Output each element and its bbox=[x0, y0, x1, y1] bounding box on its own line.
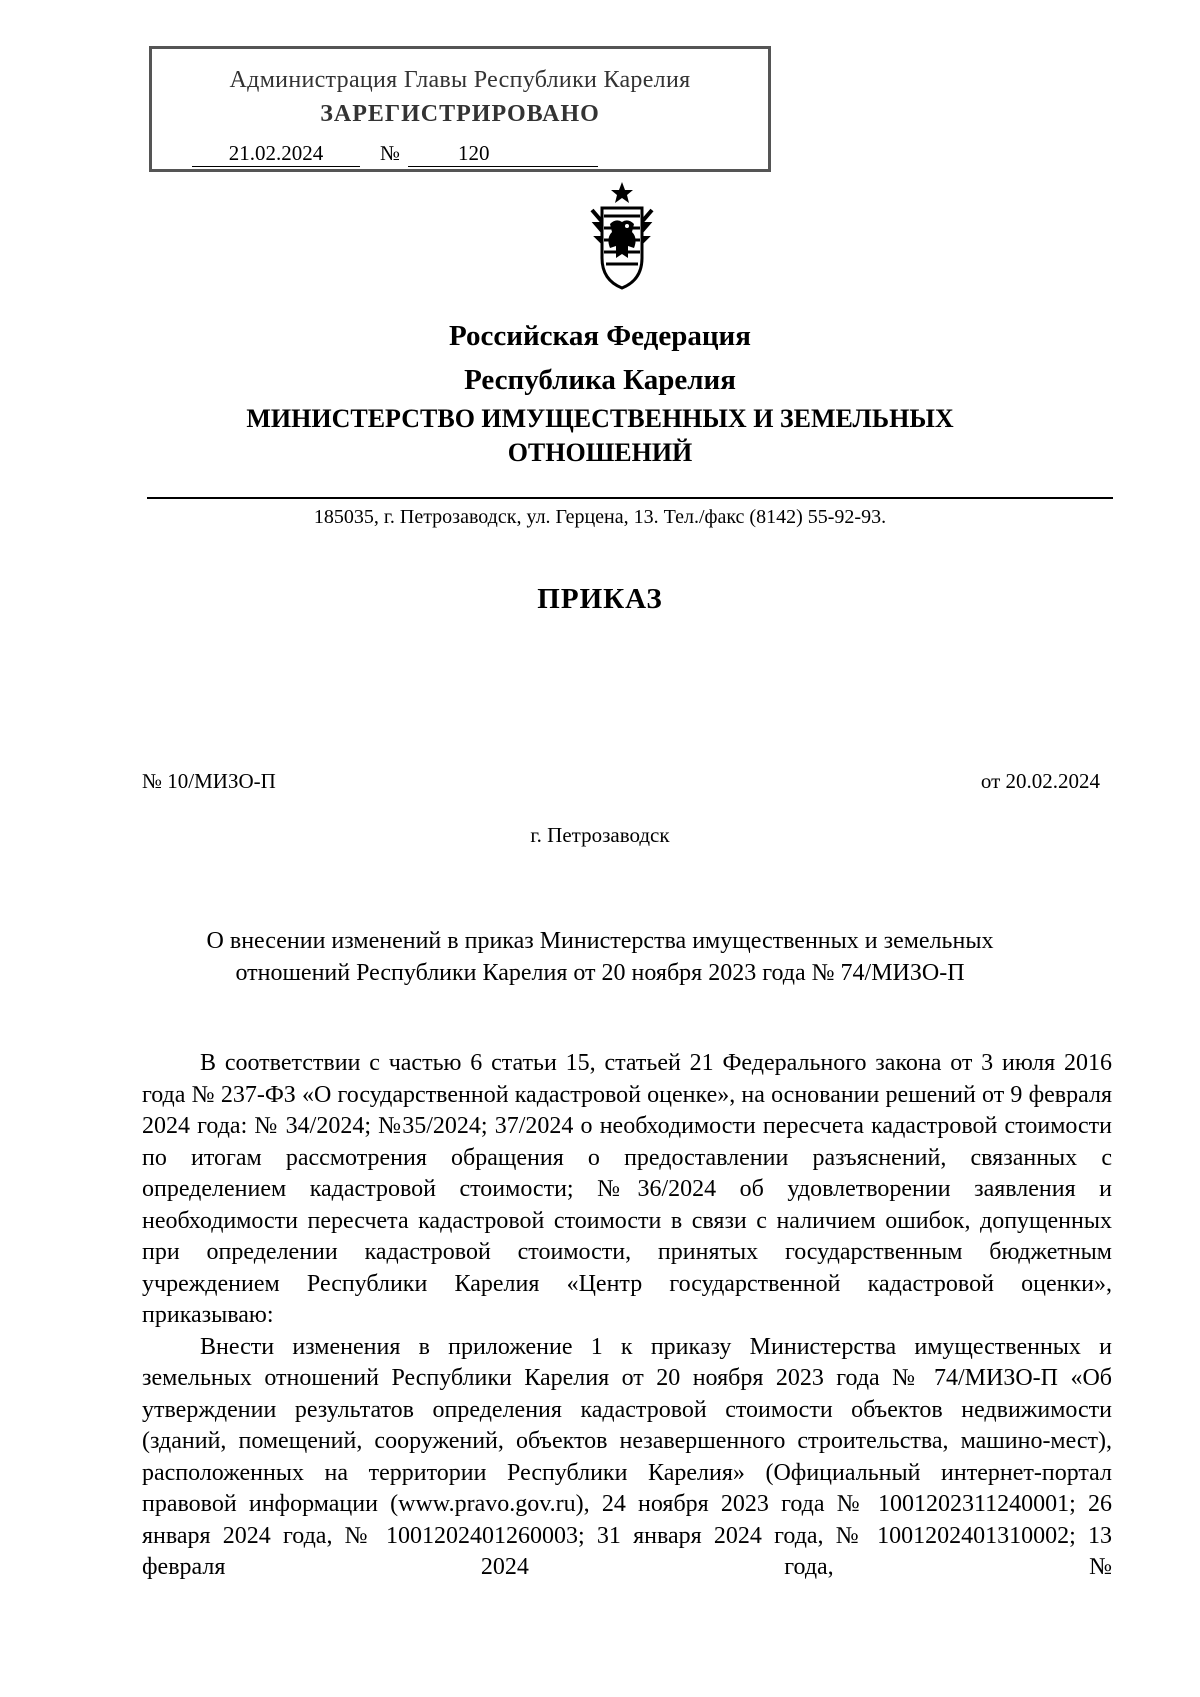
order-date: от 20.02.2024 bbox=[980, 769, 1100, 793]
order-body bbox=[142, 1048, 1112, 1584]
order-subject-line2: отношений Республики Карелия от 20 ноября 2023 года № 74/МИЗО-П bbox=[235, 960, 965, 986]
order-city: г. Петрозаводск bbox=[530, 823, 670, 847]
header-divider bbox=[147, 497, 1113, 499]
stamp-date: 21.02.2024 bbox=[192, 141, 360, 167]
stamp-number-label: № bbox=[380, 141, 401, 165]
order-paragraph-1: В соответствии с частью 6 статьи 15, статьей 21 Федерального закона от 3 июля 2016 года № 237-ФЗ «О государственной кадастровой оценке», на основании решений от 9 февраля 2024 года: № 34/2024; №35/2024; 37/2024 о необходимости пересчета кадастровой стоимости по итогам рассмотрения обращения о предоставлении разъяснений, связанных с определением кадастровой стоимости; №36/2024 об удовлетворении заявления и необходимости пересчета кадастровой стоимости в связи с наличием ошибок, допущенных при определении кадастровой стоимости, принятых государственным бюджетным учреждением Республики Карелия «Центр государственной кадастровой оценки», приказываю: bbox=[142, 1050, 1112, 1328]
registration-stamp bbox=[149, 46, 771, 172]
order-subject-line1: О внесении изменений в приказ Министерства имущественных и земельных bbox=[206, 928, 994, 954]
order-paragraph-2: Внести изменения в приложение 1 к приказу Министерства имущественных и земельных отношений Республики Карелия от 20 ноября 2023 года № 74/МИЗО-П «Об утверждении результатов определения кадастровой стоимости объектов недвижимости (зданий, помещений, сооружений, объектов незавершенного строительства, машино-мест), расположенных на территории Республики Карелия» (Официальный интернет-портал правовой информации (www.pravo.gov.ru), 24 ноября 2023 года № 1001202311240001; 26 января 2024 года, № 1001202401260003; 31 января 2024 года, № 1001202401310002; 13 февраля 2024 года, № bbox=[142, 1333, 1112, 1580]
republic-title: Республика Карелия bbox=[464, 364, 736, 396]
federation-title: Российская Федерация bbox=[449, 320, 751, 352]
stamp-organization: Администрация Главы Республики Карелия bbox=[229, 67, 691, 93]
ministry-title-line1: МИНИСТЕРСТВО ИМУЩЕСТВЕННЫХ И ЗЕМЕЛЬНЫХ bbox=[246, 404, 954, 433]
document-type: ПРИКАЗ bbox=[537, 583, 663, 615]
stamp-status: ЗАРЕГИСТРИРОВАНО bbox=[320, 101, 600, 127]
ministry-address: 185035, г. Петрозаводск, ул. Герцена, 13. Тел./факс (8142) 55-92-93. bbox=[313, 506, 887, 528]
order-subject bbox=[0, 925, 1200, 989]
karelia-coat-of-arms-icon bbox=[582, 180, 662, 292]
stamp-number: 120 bbox=[408, 141, 598, 167]
ministry-title-line2: ОТНОШЕНИЙ bbox=[507, 438, 693, 467]
order-number: № 10/МИЗО-П bbox=[142, 769, 276, 793]
